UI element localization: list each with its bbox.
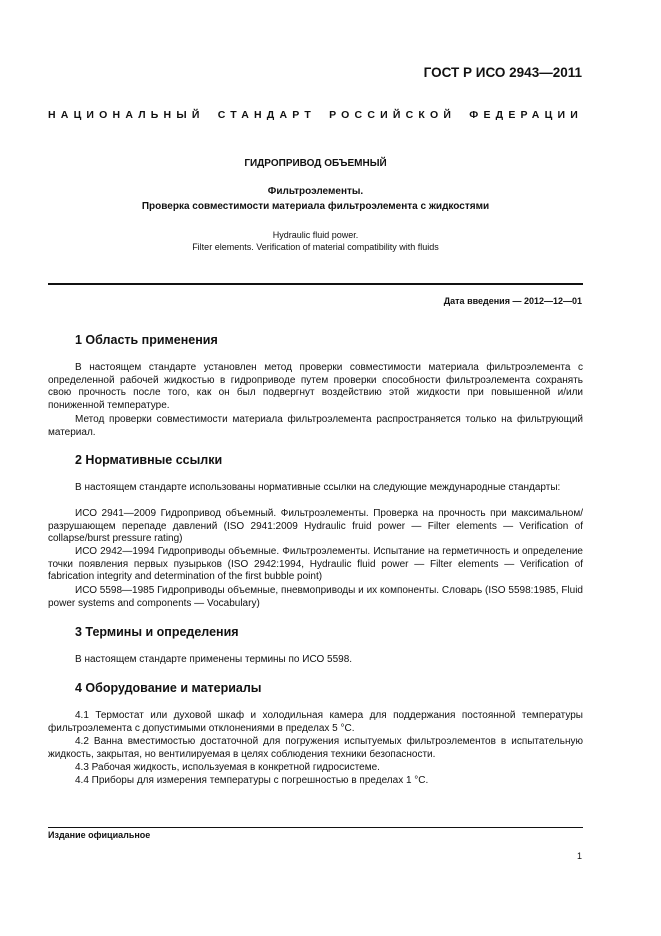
introduction-date: Дата введения — 2012—12—01 — [443, 296, 582, 306]
edition-note: Издание официальное — [48, 830, 151, 840]
section-heading: 4 Оборудование и материалы — [75, 681, 262, 695]
document-title: ГИДРОПРИВОД ОБЪЕМНЫЙ — [244, 158, 387, 169]
section-heading: 3 Термины и определения — [75, 625, 239, 639]
standard-code: ГОСТ Р ИСО 2943—2011 — [423, 65, 582, 80]
paragraph: В настоящем стандарте применены термины по ИСО 5598. — [75, 654, 353, 665]
paragraph: Метод проверки совместимости материала фильтроэлемента распространяется только на фильтрующий материал. — [48, 414, 583, 438]
paragraph: 4.4 Приборы для измерения температуры с погрешностью в пределах 1 °С. — [75, 775, 429, 786]
paragraph: 4.1 Термостат или духовой шкаф и холодильная камера для поддержания постоянной температуры фильтроэлемента с допустимыми отклонениями в пределах 5 °С. — [48, 710, 583, 734]
english-title-line2: Filter elements. Verification of material compatibility with fluids — [192, 242, 439, 252]
banner-word: РОССИЙСКОЙ — [329, 109, 457, 121]
document-subtitle-line2: Проверка совместимости материала фильтроэлемента с жидкостями — [141, 201, 490, 212]
reference-item: ИСО 2941—2009 Гидропривод объемный. Фильтроэлементы. Проверка на прочность при максимальном/разрушающем перепаде давлений (ISO 2941:2009 Hydraulic fruid power — Filter elements — Verification of collapse/burst pressure rating) — [48, 508, 583, 545]
header-divider — [48, 283, 583, 285]
paragraph: 4.2 Ванна вместимостью достаточной для погружения испытуемых фильтроэлементов в испытательную жидкость, закрытая, но вентилируемая в целях соблюдения техники безопасности. — [48, 736, 583, 760]
section-heading: 1 Область применения — [75, 333, 218, 347]
paragraph: В настоящем стандарте установлен метод проверки совместимости материала фильтроэлемента с определенной рабочей жидкостью в гидроприводе путем проверки способности фильтроэлемента сохранять свою прочность после того, как он был подвергнут воздействию этой жидкости при повышенной и/или пониженной температуре. — [48, 362, 583, 411]
english-title-line1: Hydraulic fluid power. — [272, 230, 359, 240]
reference-item: ИСО 5598—1985 Гидроприводы объемные, пневмоприводы и их компоненты. Словарь (ISO 5598:1985, Fluid power systems and components — Vocabulary) — [48, 585, 583, 609]
paragraph: В настоящем стандарте использованы нормативные ссылки на следующие международные стандарты: — [75, 482, 561, 493]
national-standard-banner — [48, 109, 583, 121]
reference-item: ИСО 2942—1994 Гидроприводы объемные. Фильтроэлементы. Испытание на герметичность и определение точки появления первых пузырьков (ISO 2942:1994, Hydraulic fluid power — Filter elements — Verification of fabrication integrity and determination of the first bubble point) — [48, 546, 583, 583]
footer-divider — [48, 827, 583, 828]
document-subtitle-line1: Фильтроэлементы. — [267, 186, 364, 197]
section-heading: 2 Нормативные ссылки — [75, 453, 223, 467]
banner-word: НАЦИОНАЛЬНЫЙ — [48, 109, 205, 121]
banner-word: СТАНДАРТ — [217, 109, 316, 121]
banner-word: ФЕДЕРАЦИИ — [469, 109, 583, 121]
page-number: 1 — [576, 851, 582, 861]
paragraph: 4.3 Рабочая жидкость, используемая в конкретной гидросистеме. — [75, 762, 380, 773]
